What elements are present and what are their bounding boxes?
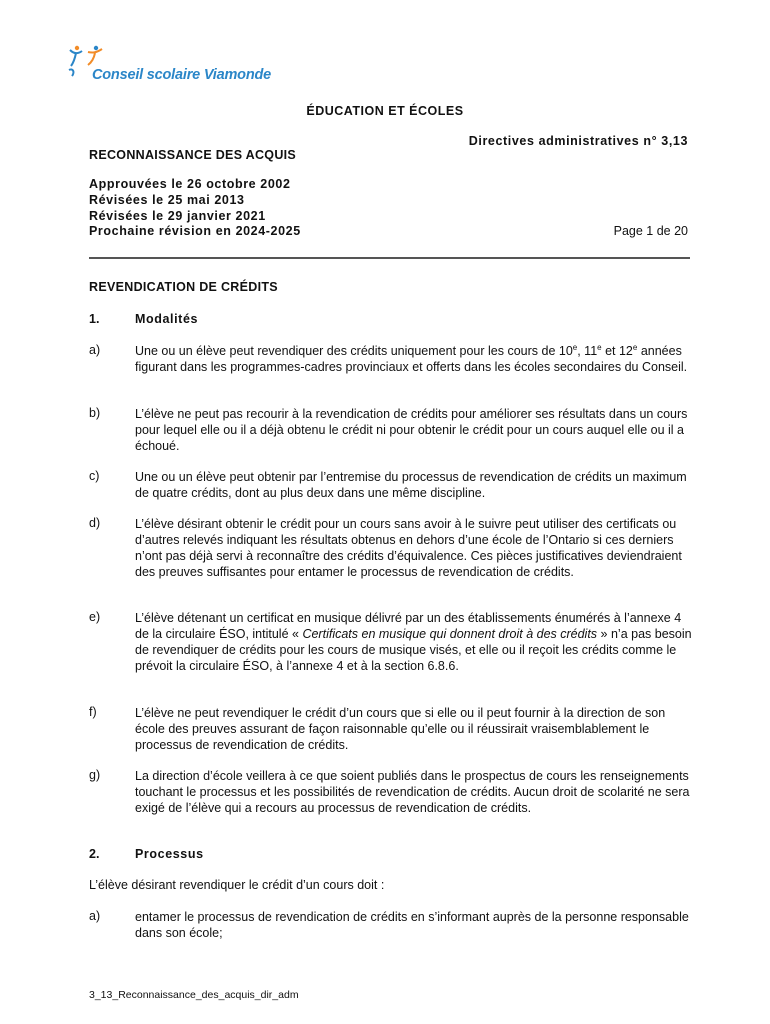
item-1f-text: L’élève ne peut revendiquer le crédit d’un cours que si elle ou il peut fournir à la direction de son école des preuves assurant de façon raisonnable qu’elle ou il réussirait vraisemblablement le processus de revendication de crédits. <box>135 706 666 752</box>
item-1a-text: Une ou un élève peut revendiquer des crédits uniquement pour les cours de 10e, 11e et 12e années figurant dans les programmes-cadres provinciaux et offerts dans les écoles secondaires du Conseil. <box>135 343 688 374</box>
item-1c-text: Une ou un élève peut obtenir par l’entremise du processus de revendication de crédits un maximum de quatre crédits, dont au plus deux dans une même discipline. <box>135 470 687 500</box>
item-2a-text: entamer le processus de revendication de crédits en s’informant auprès de la personne responsable dans son école; <box>135 910 689 940</box>
approval-date: Approuvées le 26 octobre 2002 <box>89 177 291 191</box>
section-2-title: Processus <box>135 847 204 861</box>
section-title: REVENDICATION DE CRÉDITS <box>89 280 278 294</box>
revision-date-1: Révisées le 25 mai 2013 <box>89 193 245 207</box>
logo <box>66 44 271 90</box>
section-1-number: 1. <box>89 312 100 326</box>
next-revision-date: Prochaine révision en 2024-2025 <box>89 224 301 238</box>
item-label: b) <box>89 406 101 420</box>
revision-date-2: Révisées le 29 janvier 2021 <box>89 209 266 223</box>
item-1d-text: L’élève désirant obtenir le crédit pour un cours sans avoir à le suivre peut utiliser des certificats ou d’autres relevés indiquant les résultats obtenus en dehors d’une école de l’Ontario si ces derniers n’ont pas déjà servi à reconnaître des crédits d’équivalence. Ces pièces justificatives deviendraient des preuves suffisantes pour entamer le processus de revendication de crédits. <box>135 517 682 579</box>
document-category-title: ÉDUCATION ET ÉCOLES <box>306 104 464 118</box>
item-label: a) <box>89 343 101 357</box>
item-label: g) <box>89 768 101 782</box>
item-label: c) <box>89 469 100 483</box>
footer-filename: 3_13_Reconnaissance_des_acquis_dir_adm <box>89 989 299 1001</box>
directive-number: Directives administratives n° 3,13 <box>468 134 688 148</box>
item-label: e) <box>89 610 101 624</box>
item-label: a) <box>89 909 101 923</box>
page-number: Page 1 de 20 <box>613 224 688 238</box>
item-1b-text: L’élève ne peut pas recourir à la revendication de crédits pour améliorer ses résultats dans un cours pour lequel elle ou il a déjà obtenu le crédit ni pour obtenir le crédit pour un cours auquel elle ou il a échoué. <box>135 407 688 453</box>
section-2-number: 2. <box>89 847 100 861</box>
item-1g-text: La direction d’école veillera à ce que soient publiés dans le prospectus de cours les renseignements touchant le processus et les possibilités de revendication de crédits. Aucun droit de scolarité ne sera exigé de l’élève qui a recours au processus de revendication de crédits. <box>135 769 690 815</box>
section-2-intro: L’élève désirant revendiquer le crédit d’un cours doit : <box>89 878 385 892</box>
document-subject: RECONNAISSANCE DES ACQUIS <box>89 148 297 162</box>
item-1e-text: L’élève détenant un certificat en musique délivré par un des établissements énumérés à l’annexe 4 de la circulaire ÉSO, intitulé « Certificats en musique qui donnent droit à des crédits » n’a pas besoin de revendiquer de crédits pour les cours de musique visés, et elle ou il reçoit les crédits comme le prévoit la circulaire ÉSO, à l’annexe 4 et à la section 6.8.6. <box>135 611 692 673</box>
logo-text: Conseil scolaire Viamonde <box>92 67 271 83</box>
item-label: f) <box>89 705 97 719</box>
header-divider <box>89 257 690 259</box>
section-1-title: Modalités <box>135 312 199 326</box>
item-label: d) <box>89 516 101 530</box>
